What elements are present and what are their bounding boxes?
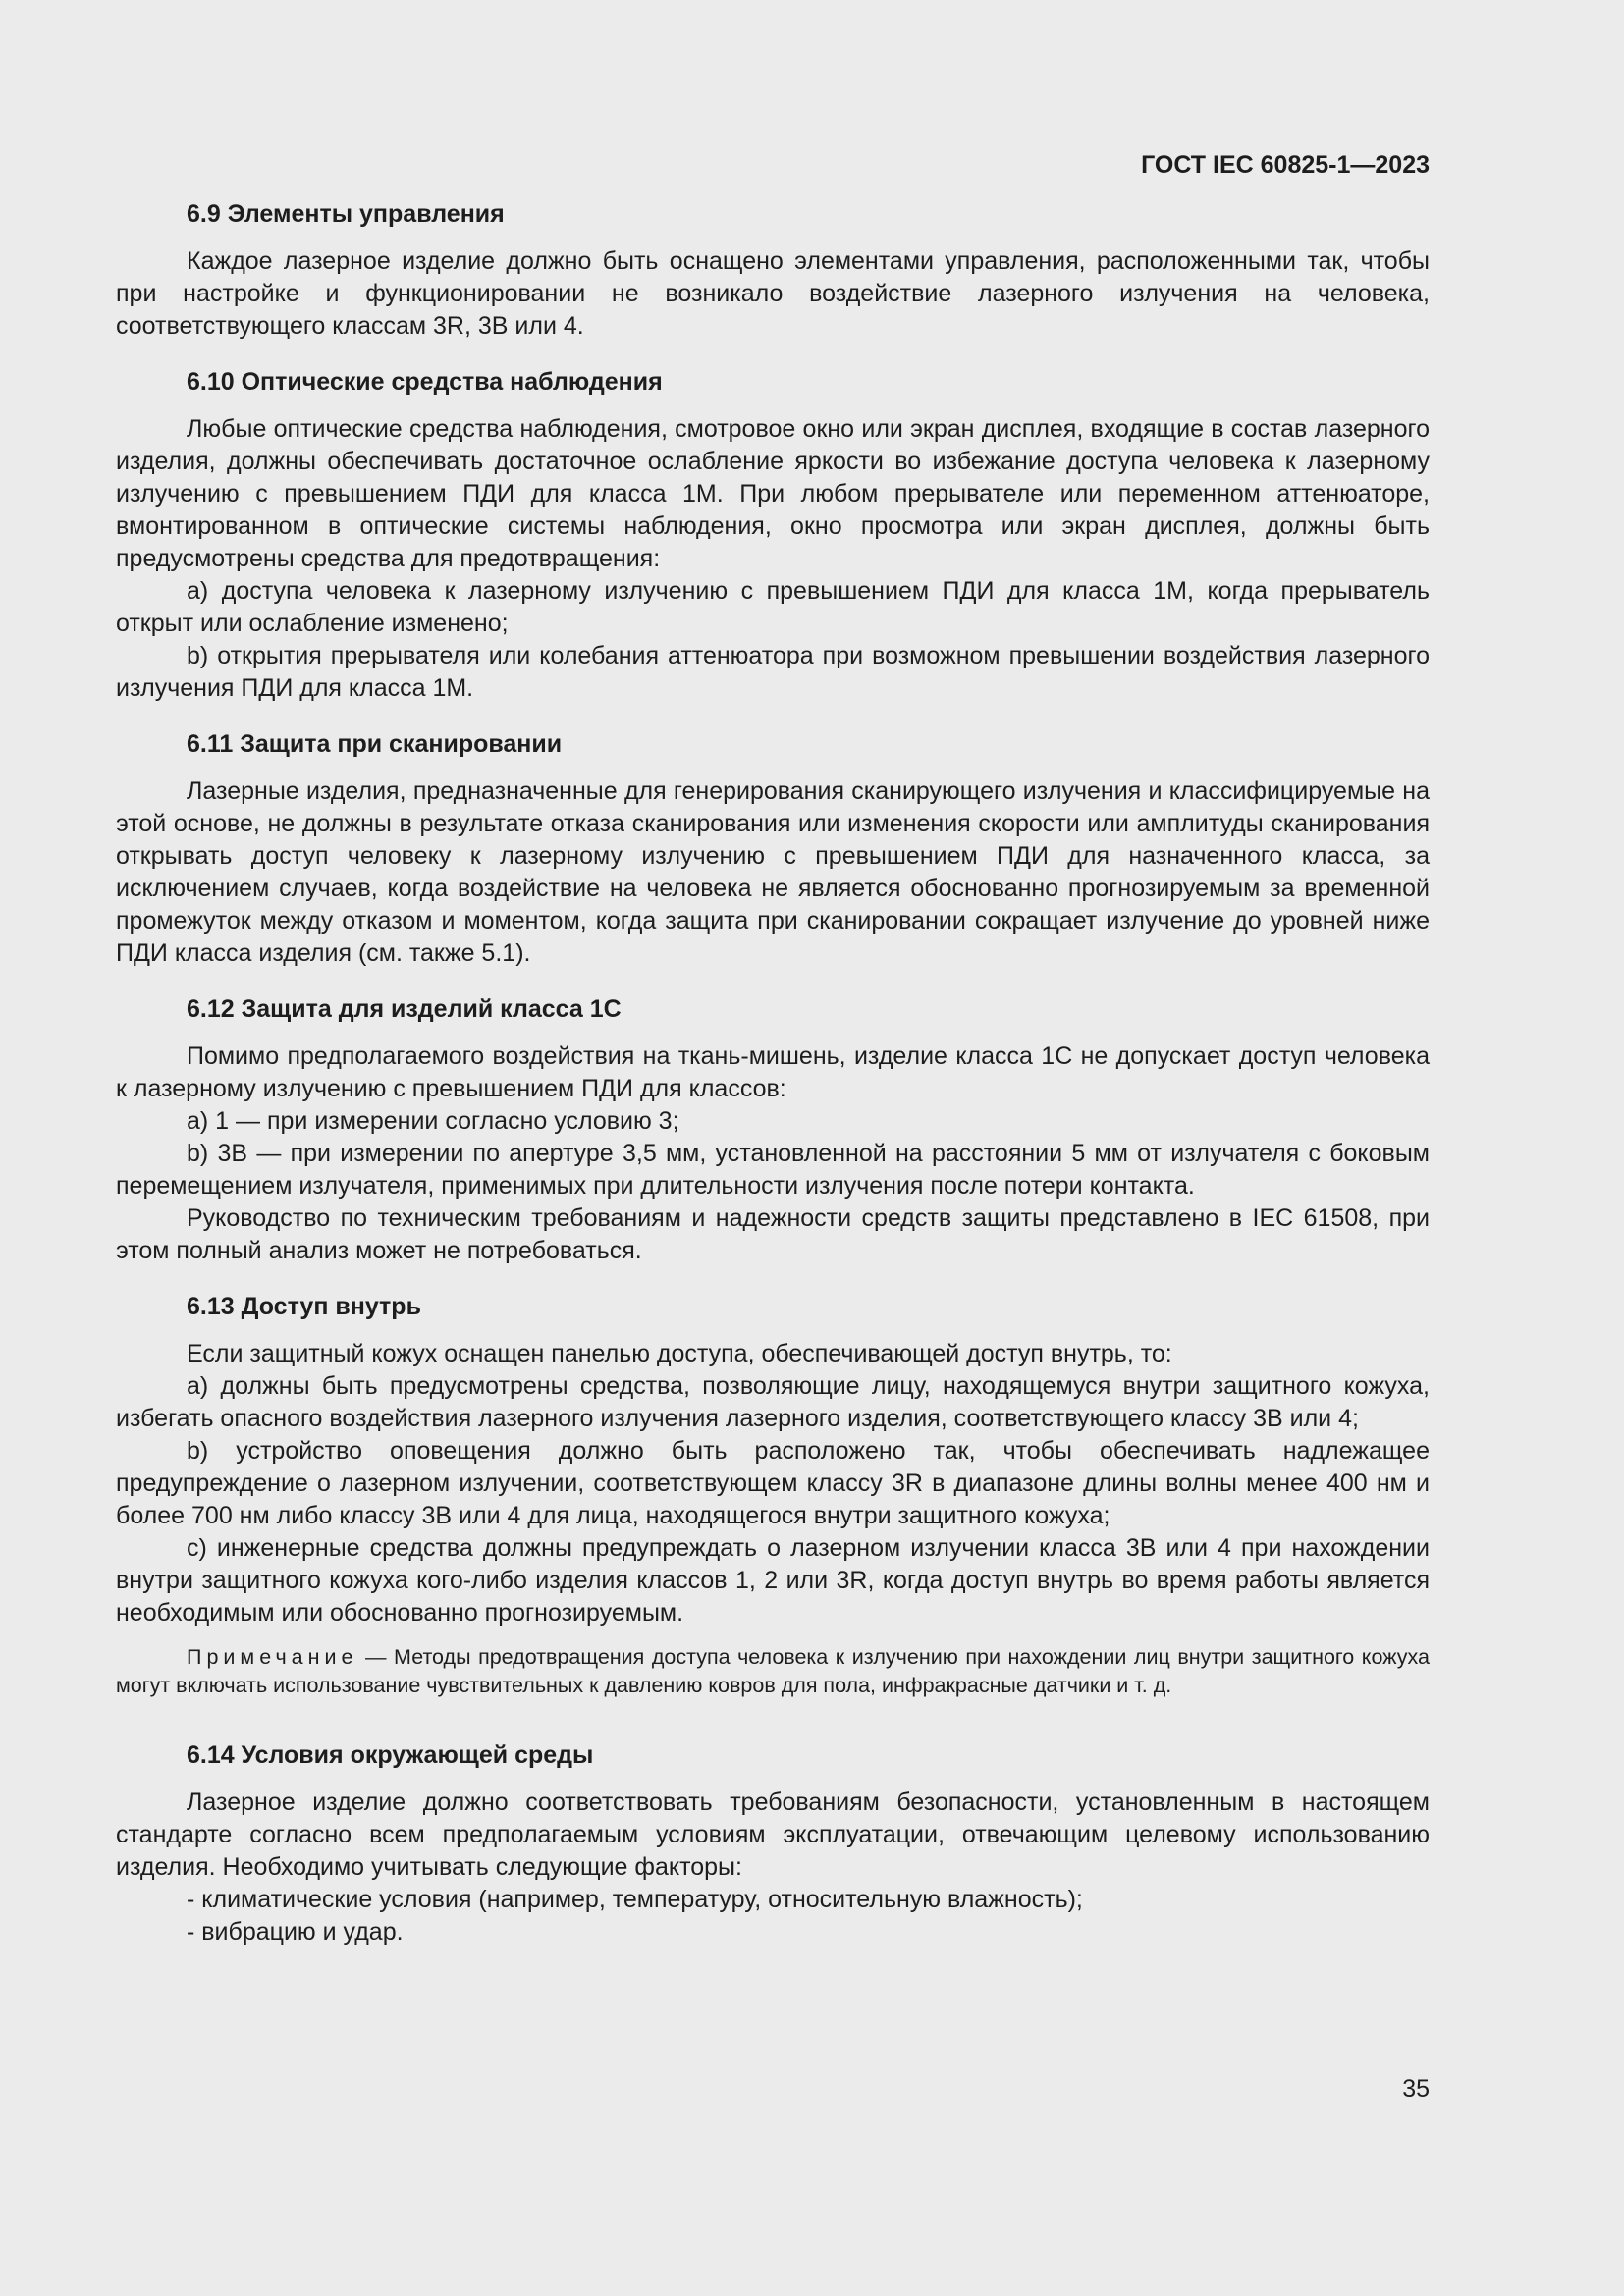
- paragraph: Любые оптические средства наблюдения, смотровое окно или экран дисплея, входящие в состав лазерного изделия, должны обеспечивать достаточное ослабление яркости во избежание доступа человека к лазерному излучению с превышением ПДИ для класса 1М. При любом прерывателе или переменном аттенюаторе, вмонтированном в оптические системы наблюдения, окно просмотра или экран дисплея, должны быть предусмотрены средства для предотвращения:: [116, 415, 1430, 572]
- section-title: 6.12 Защита для изделий класса 1С: [187, 995, 622, 1023]
- document-page: [116, 145, 1430, 1970]
- list-item: b) 3B — при измерении по апертуре 3,5 мм, установленной на расстоянии 5 мм от излучателя с боковым перемещением излучателя, применимых при длительности излучения после потери контакта.: [116, 1140, 1430, 1200]
- paragraph: Помимо предполагаемого воздействия на ткань-мишень, изделие класса 1С не допускает доступ человека к лазерному излучению с превышением ПДИ для классов:: [116, 1042, 1430, 1102]
- paragraph: Лазерное изделие должно соответствовать требованиям безопасности, установленным в настоящем стандарте согласно всем предполагаемым условиям эксплуатации, отвечающим целевому использованию изделия. Необходимо учитывать следующие факторы:: [116, 1789, 1430, 1881]
- note-label: Примечание: [187, 1645, 358, 1669]
- section-6-14: [116, 1737, 1430, 1949]
- section-6-13: [116, 1289, 1430, 1700]
- section-title: 6.14 Условия окружающей среды: [187, 1741, 594, 1769]
- paragraph: Лазерные изделия, предназначенные для генерирования сканирующего излучения и классифицируемые на этой основе, не должны в результате отказа сканирования или изменения скорости или амплитуды сканирования открывать доступ человеку к лазерному излучению с превышением ПДИ для назначенного класса, за исключением случаев, когда воздействие на человека не является обоснованно прогнозируемым за временной промежуток между отказом и моментом, когда защита при сканировании сокращает излучение до уровней ниже ПДИ класса изделия (см. также 5.1).: [116, 777, 1430, 967]
- section-6-9: [116, 196, 1430, 343]
- list-item: - вибрацию и удар.: [187, 1918, 404, 1946]
- list-item: b) открытия прерывателя или колебания аттенюатора при возможном превышении воздействия лазерного излучения ПДИ для класса 1М.: [116, 642, 1430, 702]
- section-title: 6.11 Защита при сканировании: [187, 730, 563, 758]
- note: [116, 1643, 1430, 1700]
- list-item: - климатические условия (например, температуру, относительную влажность);: [187, 1886, 1083, 1913]
- paragraph: Каждое лазерное изделие должно быть оснащено элементами управления, расположенными так, чтобы при настройке и функционировании не возникало воздействие лазерного излучения на человека, соответствующего классам 3R, 3B или 4.: [116, 247, 1430, 340]
- page-number: 35: [1402, 2075, 1430, 2103]
- list-item: a) доступа человека к лазерному излучению с превышением ПДИ для класса 1М, когда прерыватель открыт или ослабление изменено;: [116, 577, 1430, 637]
- section-title: 6.13 Доступ внутрь: [187, 1293, 421, 1320]
- section-6-11: [116, 726, 1430, 970]
- list-item: a) должны быть предусмотрены средства, позволяющие лицу, находящемуся внутри защитного кожуха, избегать опасного воздействия лазерного излучения лазерного изделия, соответствующего классу 3B или 4;: [116, 1372, 1430, 1432]
- paragraph: Если защитный кожух оснащен панелью доступа, обеспечивающей доступ внутрь, то:: [187, 1340, 1172, 1367]
- note-text: — Методы предотвращения доступа человека к излучению при нахождении лиц внутри защитного кожуха могут включать использование чувствительных к давлению ковров для пола, инфракрасные датчики и т. д.: [116, 1645, 1430, 1697]
- section-title: 6.9 Элементы управления: [187, 200, 505, 228]
- list-item: c) инженерные средства должны предупреждать о лазерном излучении класса 3B или 4 при нахождении внутри защитного кожуха кого-либо изделия классов 1, 2 или 3R, когда доступ внутрь во время работы является необходимым или обоснованно прогнозируемым.: [116, 1534, 1430, 1627]
- section-6-10: [116, 364, 1430, 705]
- list-item: b) устройство оповещения должно быть расположено так, чтобы обеспечивать надлежащее предупреждение о лазерном излучении, соответствующем классу 3R в диапазоне длины волны менее 400 нм и более 700 нм либо классу 3B или 4 для лица, находящегося внутри защитного кожуха;: [116, 1437, 1430, 1529]
- section-6-12: [116, 991, 1430, 1267]
- document-header: ГОСТ IEC 60825-1—2023: [1141, 151, 1430, 179]
- list-item: a) 1 — при измерении согласно условию 3;: [187, 1107, 679, 1135]
- section-title: 6.10 Оптические средства наблюдения: [187, 368, 663, 396]
- paragraph: Руководство по техническим требованиям и надежности средств защиты представлено в IEC 61508, при этом полный анализ может не потребоваться.: [116, 1204, 1430, 1264]
